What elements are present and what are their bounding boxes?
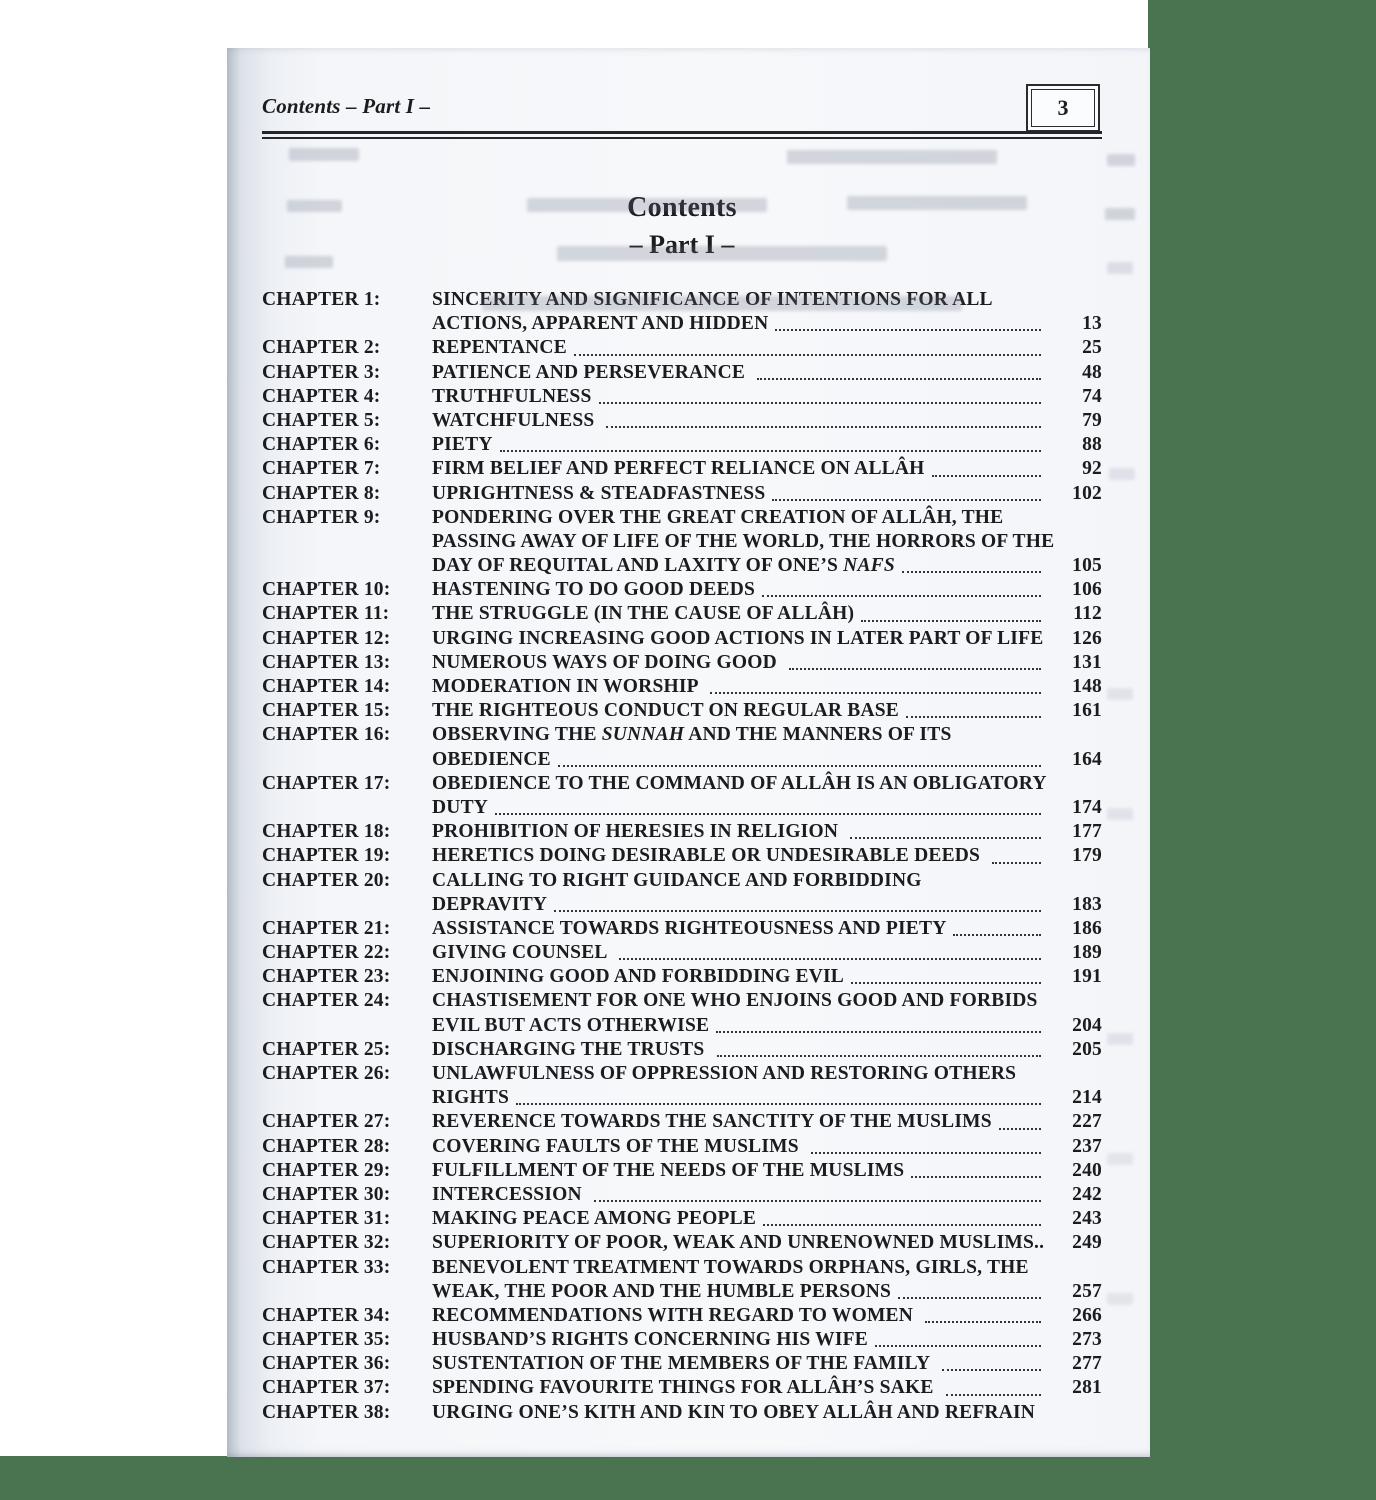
dot-leader [495,813,1041,815]
chapter-label [262,530,432,554]
page-ref: 48 [1082,361,1102,383]
page-ref [1044,530,1102,554]
toc-row [262,941,1102,965]
chapter-title: COVERING FAULTS OF THE MUSLIMS [432,1135,1044,1159]
bleed-through-artifact [557,246,887,261]
chapter-label: CHAPTER 9: [262,506,381,528]
bleed-through-artifact [289,148,359,161]
page-ref: 105 [1072,555,1102,577]
dot-leader [606,426,1041,428]
page-ref: 266 [1072,1304,1102,1326]
dot-leader [902,571,1041,573]
toc-row [262,1207,1102,1231]
dot-leader [850,837,1041,839]
page-ref: 257 [1072,1280,1102,1302]
toc-row [262,1280,1102,1304]
page-ref: 179 [1072,845,1102,867]
dot-leader [772,499,1041,501]
page-number-box [1026,84,1100,132]
chapter-label [262,748,432,772]
chapter-title: MAKING PEACE AMONG PEOPLE [432,1207,1044,1231]
chapter-title: WATCHFULNESS [432,409,1044,433]
bleed-through-artifact [1107,1153,1133,1165]
chapter-title: MODERATION IN WORSHIP [432,675,1044,699]
page-ref: 161 [1072,700,1102,722]
toc-row [262,1304,1102,1328]
toc-row [262,1014,1102,1038]
page-ref: 227 [1072,1111,1102,1133]
chapter-title: OBEDIENCE [432,748,1044,772]
page-ref [1044,1256,1102,1280]
page-ref: 126 [1072,627,1102,649]
toc-row [262,796,1102,820]
chapter-label: CHAPTER 15: [262,700,391,722]
chapter-title: OBEDIENCE TO THE COMMAND OF ALLÂH IS AN OBLIGATORY [432,772,1047,794]
dot-leader [875,1345,1041,1347]
toc-row [262,530,1102,554]
chapter-title: DISCHARGING THE TRUSTS [432,1038,1044,1062]
page-ref: 92 [1082,458,1102,480]
toc-row [262,336,1102,360]
chapter-title: SUPERIORITY OF POOR, WEAK AND UNRENOWNED MUSLIMS.. [432,1232,1045,1254]
toc-row [262,312,1102,336]
toc-row [262,361,1102,385]
dot-leader [999,1128,1041,1130]
toc-row [262,1110,1102,1134]
bleed-through-artifact [1105,208,1135,220]
chapter-title: REVERENCE TOWARDS THE SANCTITY OF THE MUSLIMS [432,1110,1044,1134]
toc-row [262,723,1102,747]
toc-row [262,772,1102,796]
dot-leader [906,716,1041,718]
chapter-title: DAY OF REQUITAL AND LAXITY OF ONE’S NAFS [432,554,1044,578]
chapter-title: FULFILLMENT OF THE NEEDS OF THE MUSLIMS [432,1159,1044,1183]
chapter-title: URGING INCREASING GOOD ACTIONS IN LATER PART OF LIFE [432,627,1044,649]
toc-row [262,1086,1102,1110]
page-ref: 174 [1072,796,1102,818]
page-ref [1044,506,1102,530]
chapter-label: CHAPTER 5: [262,409,381,431]
chapter-label: CHAPTER 35: [262,1329,391,1351]
page-ref: 112 [1073,603,1102,625]
dot-leader [757,378,1041,380]
chapter-title: PROHIBITION OF HERESIES IN RELIGION [432,820,1044,844]
dot-leader [898,1297,1041,1299]
chapter-title: ACTIONS, APPARENT AND HIDDEN [432,312,1044,336]
header-rule [262,131,1102,139]
chapter-title: TRUTHFULNESS [432,385,1044,409]
page-ref: 74 [1082,385,1102,407]
chapter-label: CHAPTER 24: [262,990,391,1012]
dot-leader [762,595,1041,597]
toc-row [262,482,1102,506]
chapter-label: CHAPTER 8: [262,482,381,504]
chapter-title: NUMEROUS WAYS OF DOING GOOD [432,651,1044,675]
running-title: Contents – Part I – [262,94,431,118]
toc-part-subtitle: – Part I – [629,230,735,259]
page-ref: 189 [1072,942,1102,964]
dot-leader [554,910,1041,912]
toc-row [262,1159,1102,1183]
bleed-through-artifact [1107,262,1133,274]
dot-leader [574,354,1041,356]
page-ref: 148 [1072,676,1102,697]
dot-leader [811,1152,1041,1154]
toc-row [262,1038,1102,1062]
page-ref: 240 [1072,1159,1102,1181]
toc-row [262,433,1102,457]
chapter-label: CHAPTER 23: [262,966,391,988]
page-ref: 249 [1072,1232,1102,1254]
chapter-label: CHAPTER 30: [262,1183,391,1205]
toc-row [262,385,1102,409]
toc-row [262,917,1102,941]
dot-leader [716,1031,1041,1033]
page-ref [1044,723,1102,747]
page-ref: 243 [1072,1208,1102,1230]
dot-leader [516,1103,1041,1105]
page-ref: 79 [1082,409,1102,431]
page-ref: 204 [1072,1014,1102,1036]
chapter-title: ENJOINING GOOD AND FORBIDDING EVIL [432,965,1044,989]
chapter-title: WEAK, THE POOR AND THE HUMBLE PERSONS [432,1280,1044,1304]
page-ref: 106 [1072,579,1102,601]
page-ref [1044,1062,1102,1086]
page-ref: 164 [1072,748,1102,770]
chapter-title: PATIENCE AND PERSEVERANCE [432,361,1044,385]
toc-title: Contents [627,192,737,223]
chapter-label [262,312,432,336]
toc-row [262,893,1102,917]
chapter-label: CHAPTER 4: [262,385,381,407]
chapter-title: BENEVOLENT TREATMENT TOWARDS ORPHANS, GIRLS, THE [432,1256,1029,1278]
chapter-title: HASTENING TO DO GOOD DEEDS [432,578,1044,602]
toc-row [262,1062,1102,1086]
toc-row [262,844,1102,868]
bleed-through-artifact [287,200,342,212]
dot-leader [861,620,1041,622]
chapter-title: PIETY [432,433,1044,457]
chapter-title: PONDERING OVER THE GREAT CREATION OF ALLÂH, THE [432,506,1004,528]
toc-row [262,1231,1102,1255]
dot-leader [500,450,1041,452]
chapter-label: CHAPTER 33: [262,1256,391,1278]
page-ref: 214 [1072,1087,1102,1109]
page-ref [1044,869,1102,893]
toc-row [262,748,1102,772]
toc-row [262,457,1102,481]
chapter-label: CHAPTER 13: [262,651,391,673]
chapter-label: CHAPTER 10: [262,579,391,601]
chapter-label: CHAPTER 27: [262,1111,391,1133]
chapter-label: CHAPTER 22: [262,942,391,964]
chapter-label: CHAPTER 2: [262,337,381,359]
dot-leader [594,1200,1041,1202]
page-ref: 13 [1082,313,1102,335]
page-ref [1044,288,1102,312]
page-ref: 177 [1072,821,1102,843]
chapter-title: DUTY [432,796,1044,820]
dot-leader [763,1224,1041,1226]
bleed-through-artifact [1107,1033,1133,1045]
page-ref [1044,1401,1102,1425]
toc-row [262,675,1102,699]
dot-leader [953,934,1041,936]
page-ref: 183 [1072,893,1102,915]
bleed-through-artifact [1107,808,1133,820]
chapter-title: UNLAWFULNESS OF OPPRESSION AND RESTORING OTHERS [432,1063,1017,1084]
page-ref: 237 [1072,1135,1102,1157]
dot-leader [992,862,1041,864]
dot-leader [789,668,1041,670]
chapter-label: CHAPTER 17: [262,772,391,794]
page-ref: 277 [1072,1353,1102,1375]
bleed-through-artifact [285,256,333,268]
page-ref: 131 [1072,651,1102,673]
dot-leader [775,329,1041,331]
toc-row [262,869,1102,893]
dot-leader [942,1369,1041,1371]
chapter-label [262,893,432,917]
page-ref [1044,772,1102,796]
chapter-label: CHAPTER 37: [262,1377,391,1399]
chapter-label [262,796,432,820]
toc-row [262,602,1102,626]
chapter-label: CHAPTER 14: [262,676,391,697]
chapter-title: SINCERITY AND SIGNIFICANCE OF INTENTIONS FOR ALL [432,289,993,310]
page-ref: 242 [1072,1183,1102,1205]
chapter-label: CHAPTER 18: [262,821,391,843]
chapter-label [262,1014,432,1038]
page-ref [1044,989,1102,1013]
page-ref: 102 [1072,482,1102,504]
chapter-label: CHAPTER 38: [262,1401,391,1423]
dot-leader [851,982,1041,984]
toc-row [262,1256,1102,1280]
chapter-title: INTERCESSION [432,1183,1044,1207]
dot-leader [946,1394,1041,1396]
page-ref: 25 [1082,337,1102,359]
chapter-label: CHAPTER 36: [262,1353,391,1375]
toc-row [262,1328,1102,1352]
bleed-through-artifact [527,198,767,212]
toc-row [262,989,1102,1013]
chapter-title: SUSTENTATION OF THE MEMBERS OF THE FAMILY [432,1352,1044,1376]
chapter-title: DEPRAVITY [432,893,1044,917]
toc-row [262,1376,1102,1400]
dot-leader [932,475,1041,477]
chapter-title: CALLING TO RIGHT GUIDANCE AND FORBIDDING [432,869,922,891]
dot-leader [925,1321,1041,1323]
toc-row [262,627,1102,651]
toc-row [262,820,1102,844]
page-ref: 273 [1072,1329,1102,1351]
scanned-book-page [227,48,1150,1457]
bleed-through-artifact [847,196,1027,210]
toc-row [262,554,1102,578]
bleed-through-artifact [1107,688,1133,700]
chapter-label: CHAPTER 26: [262,1063,391,1084]
toc-row [262,1352,1102,1376]
chapter-label: CHAPTER 21: [262,917,391,939]
chapter-title: THE RIGHTEOUS CONDUCT ON REGULAR BASE [432,699,1044,723]
background-surface-bottom [0,1456,1376,1500]
bleed-through-artifact [1107,154,1135,166]
chapter-title: CHASTISEMENT FOR ONE WHO ENJOINS GOOD AND FORBIDS [432,990,1038,1012]
chapter-label: CHAPTER 16: [262,724,391,746]
page-number: 3 [1031,89,1095,127]
chapter-title: GIVING COUNSEL [432,941,1044,965]
dot-leader [558,765,1041,767]
chapter-title: SPENDING FAVOURITE THINGS FOR ALLÂH’S SAKE [432,1376,1044,1400]
dot-leader [619,958,1041,960]
background-surface-right [1148,0,1376,1500]
chapter-label: CHAPTER 6: [262,434,381,456]
toc-row [262,965,1102,989]
toc-row [262,578,1102,602]
chapter-label: CHAPTER 28: [262,1135,391,1157]
chapter-title: ASSISTANCE TOWARDS RIGHTEOUSNESS AND PIETY [432,917,1044,941]
page-ref: 205 [1072,1038,1102,1060]
chapter-title: URGING ONE’S KITH AND KIN TO OBEY ALLÂH AND REFRAIN [432,1401,1036,1423]
chapter-label: CHAPTER 20: [262,869,391,891]
bleed-through-artifact [1109,468,1135,480]
toc-row [262,506,1102,530]
dot-leader [717,1055,1041,1057]
toc-row [262,699,1102,723]
toc-row [262,651,1102,675]
chapter-title: HERETICS DOING DESIRABLE OR UNDESIRABLE DEEDS [432,844,1044,868]
chapter-label: CHAPTER 1: [262,289,381,310]
chapter-title: RECOMMENDATIONS WITH REGARD TO WOMEN [432,1304,1044,1328]
chapter-label: CHAPTER 34: [262,1304,391,1326]
chapter-title: UPRIGHTNESS & STEADFASTNESS [432,482,1044,506]
dot-leader [911,1176,1041,1178]
chapter-label [262,1280,432,1304]
chapter-label [262,1086,432,1110]
toc-row [262,1401,1102,1425]
page-ref: 186 [1072,917,1102,939]
chapter-label [262,554,432,578]
page-ref: 191 [1072,966,1102,988]
chapter-title: EVIL BUT ACTS OTHERWISE [432,1014,1044,1038]
chapter-label: CHAPTER 11: [262,603,390,625]
toc-list [262,288,1102,1425]
chapter-label: CHAPTER 29: [262,1159,391,1181]
chapter-title: RIGHTS [432,1086,1044,1110]
bleed-through-artifact [787,150,997,164]
chapter-title: PASSING AWAY OF LIFE OF THE WORLD, THE HORRORS OF THE [432,530,1055,552]
toc-row [262,1135,1102,1159]
chapter-label: CHAPTER 31: [262,1208,391,1230]
chapter-title: FIRM BELIEF AND PERFECT RELIANCE ON ALLÂH [432,457,1044,481]
page-ref: 281 [1072,1377,1102,1399]
page-ref: 88 [1082,434,1102,456]
chapter-title: REPENTANCE [432,336,1044,360]
chapter-label: CHAPTER 12: [262,627,391,649]
dot-leader [710,692,1041,694]
bleed-through-artifact [1107,1293,1133,1305]
toc-row [262,409,1102,433]
chapter-label: CHAPTER 32: [262,1232,391,1254]
toc-row [262,1183,1102,1207]
bleed-through-artifact [482,296,962,311]
chapter-label: CHAPTER 7: [262,458,381,480]
chapter-label: CHAPTER 19: [262,845,391,867]
chapter-title: HUSBAND’S RIGHTS CONCERNING HIS WIFE [432,1328,1044,1352]
chapter-label: CHAPTER 3: [262,361,381,383]
chapter-label: CHAPTER 25: [262,1038,391,1060]
chapter-title: OBSERVING THE SUNNAH AND THE MANNERS OF ITS [432,724,952,746]
chapter-title: THE STRUGGLE (IN THE CAUSE OF ALLÂH) [432,602,1044,626]
dot-leader [599,402,1041,404]
